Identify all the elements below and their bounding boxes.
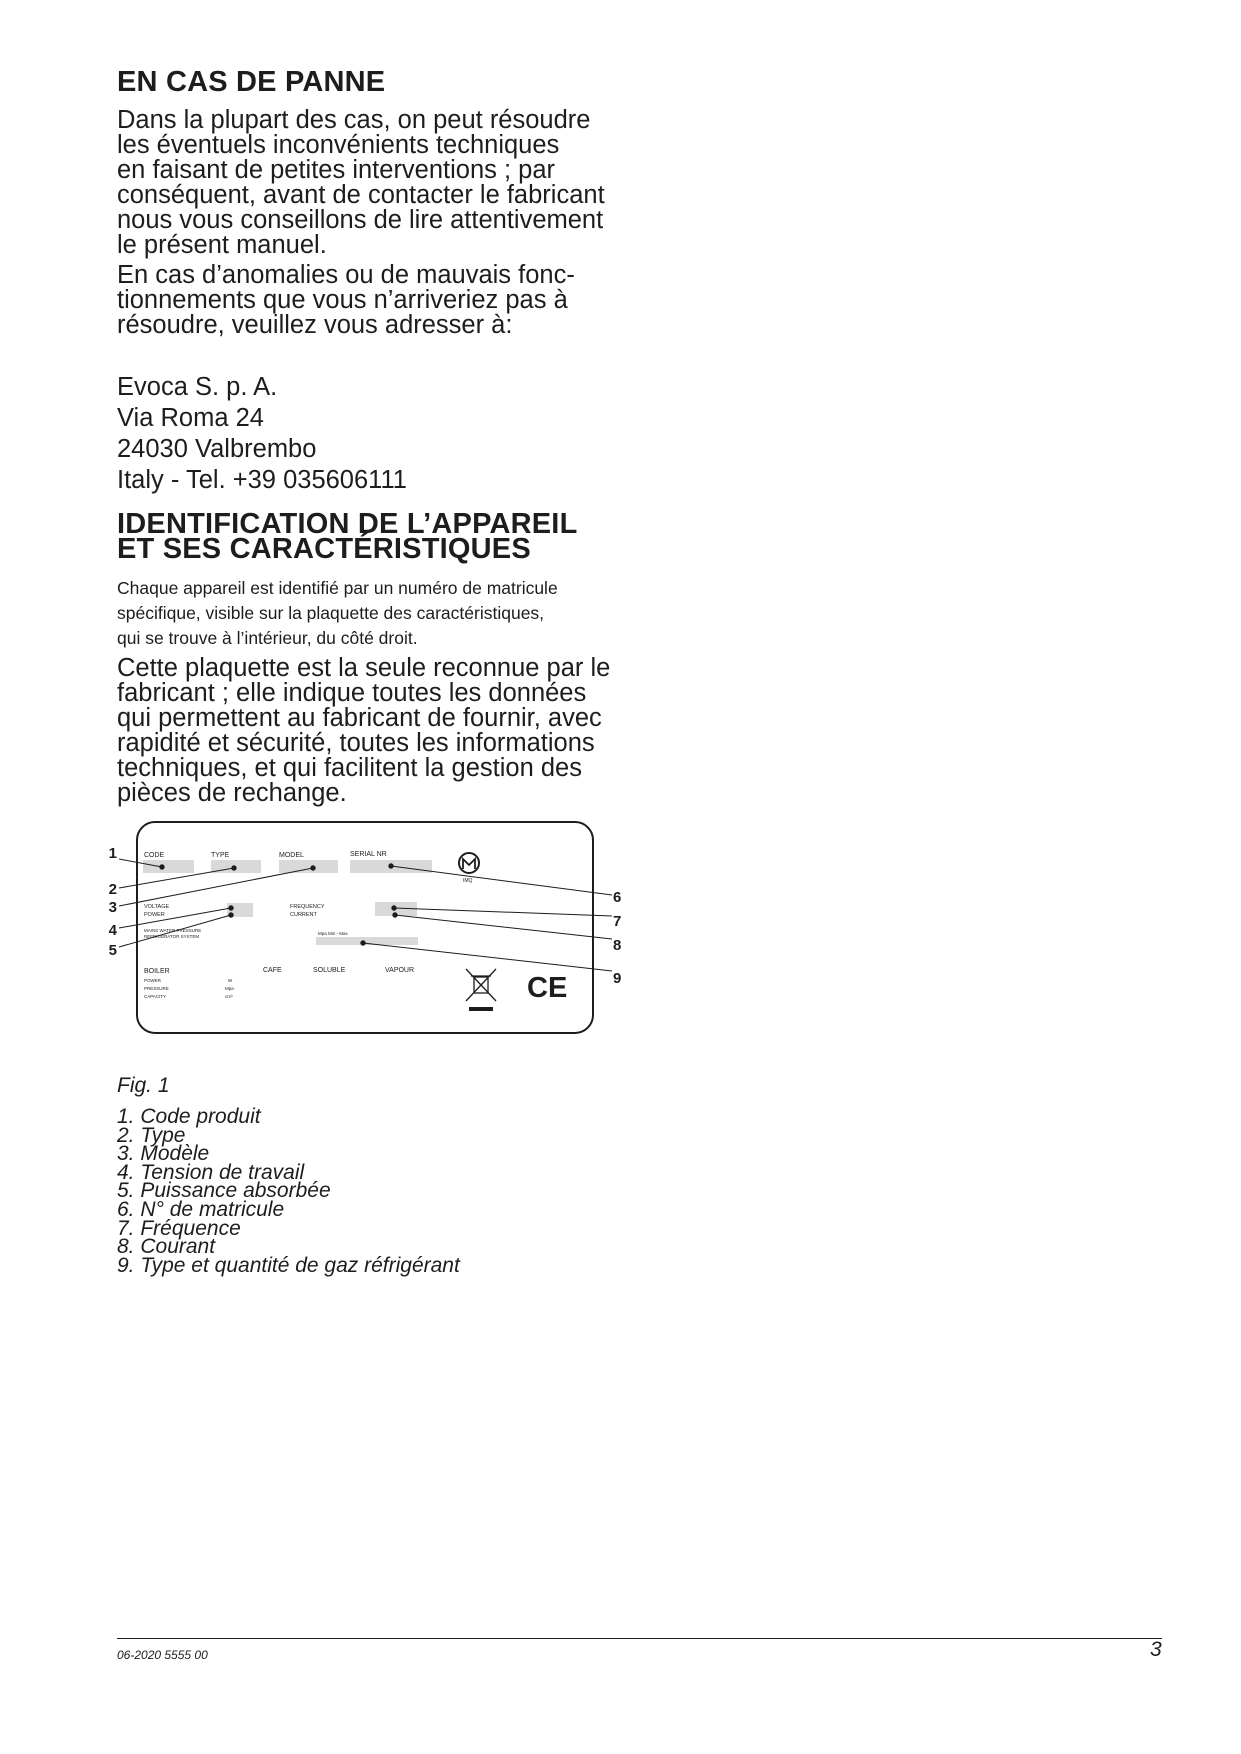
plate-label-boiler: BOILER xyxy=(144,968,170,975)
plate-label-model: MODEL xyxy=(279,852,304,859)
callout-9: 9 xyxy=(613,970,622,987)
text-line: en faisant de petites interventions ; par xyxy=(117,156,556,184)
text-line: le présent manuel. xyxy=(117,231,327,259)
legend-item: 1. Code produit xyxy=(117,1105,261,1128)
address-line: Evoca S. p. A. xyxy=(117,373,278,401)
document-code: 06-2020 5555 00 xyxy=(117,1648,208,1662)
ce-mark-icon: CE xyxy=(527,972,568,1004)
plate-unit-w: W xyxy=(228,978,233,983)
plate-label-voltage: VOLTAGE xyxy=(144,904,170,910)
text-line: qui permettent au fabricant de fournir, avec xyxy=(117,704,602,732)
callout-1: 1 xyxy=(108,845,117,862)
text-line: fabricant ; elle indique toutes les données xyxy=(117,679,587,707)
address-line: Via Roma 24 xyxy=(117,404,264,432)
imq-label: IMQ xyxy=(463,878,473,884)
address-line: 24030 Valbrembo xyxy=(117,435,317,463)
plate-label-frequency: FREQUENCY xyxy=(290,904,325,910)
plate-label-minmax: Mpa Min - Max xyxy=(318,931,348,936)
intro-paragraph xyxy=(117,108,605,258)
section-heading-panne: EN CAS DE PANNE xyxy=(117,66,386,98)
plate-label-code: CODE xyxy=(144,852,165,859)
legend-item: 9. Type et quantité de gaz réfrigérant xyxy=(117,1253,460,1277)
plate-label-mains-pressure: MAINS WATER PRESSURE xyxy=(144,928,202,933)
heading-line: ET SES CARACTÉRISTIQUES xyxy=(117,533,531,565)
callout-8: 8 xyxy=(613,937,622,954)
callout-4: 4 xyxy=(108,922,117,939)
model-box xyxy=(279,860,338,873)
rating-plate-figure xyxy=(110,815,630,1040)
text-line: techniques, et qui facilitent la gestion des xyxy=(117,754,582,782)
plate-unit-mpa: Mpa xyxy=(225,986,234,991)
plate-label-vapour: VAPOUR xyxy=(385,967,415,974)
callout-3: 3 xyxy=(108,899,117,916)
text-line: qui se trouve à l’intérieur, du côté droit. xyxy=(117,628,418,648)
text-line: Dans la plupart des cas, on peut résoudre xyxy=(117,106,591,134)
contact-paragraph xyxy=(117,263,575,338)
text-line: Chaque appareil est identifié par un numéro de matricule xyxy=(117,578,558,598)
legend-item: 7. Fréquence xyxy=(117,1216,241,1240)
text-line: les éventuels inconvénients techniques xyxy=(117,131,560,159)
plate-unit-cm3: cm³ xyxy=(225,994,233,999)
plate-label-refrigerator: REFRIGERATOR SYSTEM xyxy=(144,934,200,939)
code-box xyxy=(143,860,194,873)
text-line: nous vous conseillons de lire attentivement xyxy=(117,206,604,234)
plate-label-boiler-power: POWER xyxy=(144,978,162,983)
manufacturer-address xyxy=(117,372,407,496)
legend-item: 4. Tension de travail xyxy=(117,1160,305,1184)
legend-item: 3. Modèle xyxy=(117,1142,210,1166)
text-line: Cette plaquette est la seule reconnue par le xyxy=(117,654,611,682)
text-line: En cas d’anomalies ou de mauvais fonc- xyxy=(117,261,575,289)
section-heading-identification xyxy=(117,508,578,565)
plate-label-soluble: SOLUBLE xyxy=(313,967,346,974)
figure-caption: Fig. 1 xyxy=(117,1074,170,1097)
footer-rule xyxy=(117,1638,1162,1639)
plate-label-power: POWER xyxy=(144,912,165,918)
callout-2: 2 xyxy=(108,881,117,898)
plate-label-boiler-capacity: CAPACITY xyxy=(144,994,167,999)
plate-description xyxy=(117,656,610,806)
text-line: résoudre, veuillez vous adresser à: xyxy=(117,311,513,339)
page-number: 3 xyxy=(1150,1638,1162,1661)
text-line: tionnements que vous n’arriveriez pas à xyxy=(117,286,568,314)
plate-label-type: TYPE xyxy=(211,852,230,859)
text-line: conséquent, avant de contacter le fabricant xyxy=(117,181,605,209)
plate-label-boiler-pressure: PRESSURE xyxy=(144,986,169,991)
callout-7: 7 xyxy=(613,913,622,930)
plate-label-serial: SERIAL NR xyxy=(350,851,387,858)
address-line: Italy - Tel. +39 035606111 xyxy=(117,466,407,494)
plate-label-cafe: CAFE xyxy=(263,967,282,974)
text-line: rapidité et sécurité, toutes les informations xyxy=(117,729,595,757)
legend-item: 5. Puissance absorbée xyxy=(117,1179,331,1203)
figure-legend xyxy=(117,1105,460,1277)
callout-6: 6 xyxy=(613,889,622,906)
heading-line: IDENTIFICATION DE L’APPAREIL xyxy=(117,508,578,540)
callout-5: 5 xyxy=(108,942,117,959)
serial-number-note xyxy=(117,576,558,651)
text-line: pièces de rechange. xyxy=(117,779,347,807)
text-line: spécifique, visible sur la plaquette des caractéristiques, xyxy=(117,603,545,623)
plate-label-current: CURRENT xyxy=(290,912,317,918)
legend-item: 6. N° de matricule xyxy=(117,1197,285,1221)
legend-item: 2. Type xyxy=(117,1123,186,1147)
legend-item: 8. Courant xyxy=(117,1235,216,1259)
